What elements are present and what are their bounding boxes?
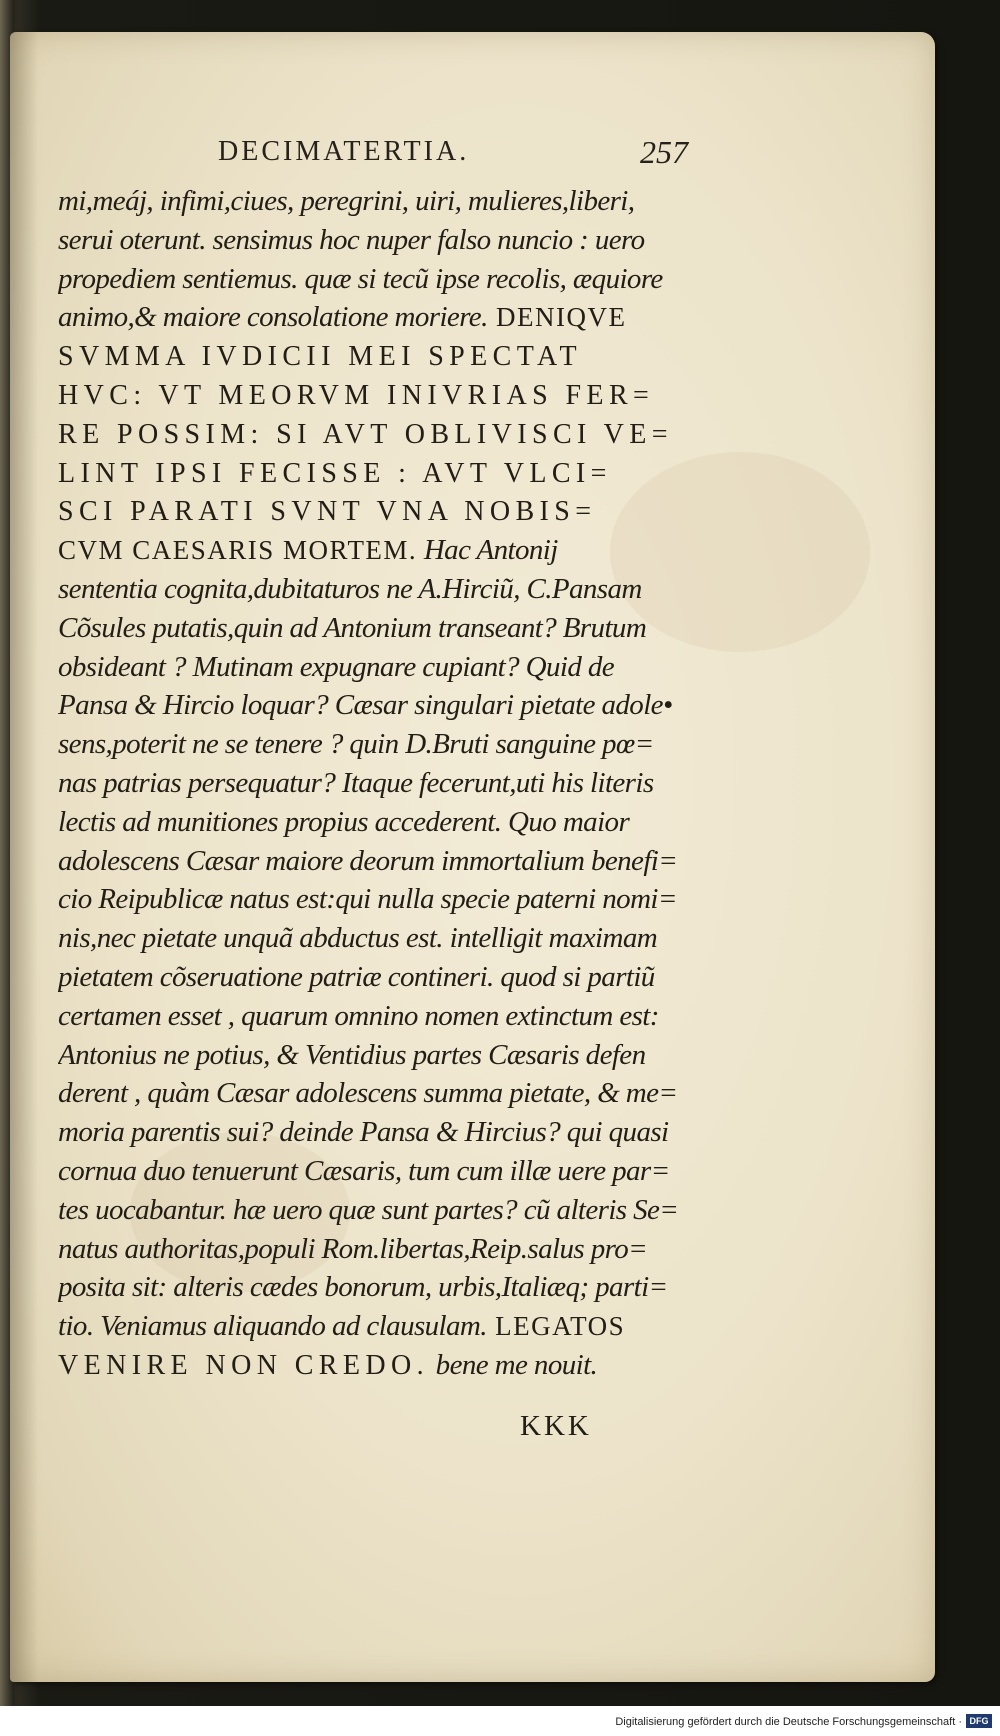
text-line-segment: sens,poterit ne se tenere ? quin D.Bruti sanguine pœ= <box>58 728 654 761</box>
text-line-segment: LINT IPSI FECISSE : AVT VLCI= <box>58 457 612 489</box>
text-line-segment: moria parentis sui? deinde Pansa & Hircius? qui quasi <box>58 1116 669 1149</box>
text-line-segment: adolescens Cæsar maiore deorum immortalium benefi= <box>58 844 678 877</box>
text-line <box>58 842 698 881</box>
text-line-segment: HVC: VT MEORVM INIVRIAS FER= <box>58 379 655 411</box>
text-line-tail: LEGATOS <box>486 1311 626 1342</box>
page-number: 257 <box>640 134 688 170</box>
text-line <box>58 570 698 609</box>
text-line <box>58 1307 698 1346</box>
text-line <box>58 1268 698 1307</box>
text-line <box>58 1346 698 1385</box>
dfg-credit: Digitalisierung gefördert durch die Deutsche Forschungsgemeinschaft · <box>615 1716 962 1728</box>
text-line-segment: tes uocabantur. hæ uero quæ sunt partes? cũ alteris Se= <box>58 1193 679 1226</box>
text-line <box>58 803 698 842</box>
text-line <box>58 1113 698 1152</box>
text-line <box>58 221 698 260</box>
text-line <box>58 298 698 337</box>
text-line <box>58 531 698 570</box>
text-line-segment: animo,& maiore consolatione moriere. <box>58 301 488 334</box>
text-line-segment: obsideant ? Mutinam expugnare cupiant? Quid de <box>58 650 615 683</box>
text-line-segment: cornua duo tenuerunt Cæsaris, tum cum illæ uere par= <box>58 1154 670 1187</box>
dfg-logo: DFG <box>966 1714 992 1728</box>
text-line-segment: serui oterunt. sensimus hoc nuper falso nuncio : uero <box>58 223 645 256</box>
text-line-segment: natus authoritas,populi Rom.libertas,Reip.salus pro= <box>58 1232 648 1265</box>
page-gutter-shadow <box>10 32 38 1682</box>
text-line <box>58 415 698 454</box>
text-line-segment: propediem sentiemus. quæ si tecũ ipse recolis, æquiore <box>58 262 663 295</box>
text-line-segment: nas patrias persequatur? Itaque fecerunt,uti his literis <box>58 766 654 799</box>
text-line-segment: lectis ad munitiones propius accederent. Quo maior <box>58 805 630 838</box>
text-line-segment: RE POSSIM: SI AVT OBLIVISCI VE= <box>58 418 673 450</box>
text-line <box>58 958 698 997</box>
text-line-segment: posita sit: alteris cædes bonorum, urbis,Italiæq; parti= <box>58 1271 668 1304</box>
catchword: KKK <box>520 1410 592 1442</box>
text-line <box>58 1036 698 1075</box>
body-text <box>58 182 698 1385</box>
text-line-segment: mi,meáj, infimi,ciues, peregrini, uiri, mulieres,liberi, <box>58 185 635 217</box>
text-line <box>58 997 698 1036</box>
page-header <box>218 136 688 176</box>
text-line-tail: bene me nouit. <box>429 1348 598 1381</box>
text-line <box>58 880 698 919</box>
text-line <box>58 1191 698 1230</box>
text-line <box>58 1152 698 1191</box>
text-line <box>58 337 698 376</box>
text-line <box>58 764 698 803</box>
text-line <box>58 919 698 958</box>
running-head: DECIMATERTIA. <box>218 136 470 167</box>
text-line-segment: Pansa & Hircio loquar? Cæsar singulari pietate adole• <box>58 689 673 722</box>
text-line-segment: SCI PARATI SVNT VNA NOBIS= <box>58 496 597 528</box>
text-line-segment: CVM CAESARIS MORTEM. <box>58 535 418 566</box>
text-line <box>58 609 698 648</box>
text-line <box>58 492 698 531</box>
text-line <box>58 454 698 493</box>
text-line <box>58 182 698 221</box>
text-line-segment: sententia cognita,dubitaturos ne A.Hirciũ, C.Pansam <box>58 572 642 605</box>
text-line <box>58 648 698 687</box>
text-line <box>58 686 698 725</box>
text-line <box>58 376 698 415</box>
text-line-segment: VENIRE NON CREDO. <box>58 1349 430 1381</box>
text-line-segment: derent , quàm Cæsar adolescens summa pietate, & me= <box>58 1077 678 1110</box>
text-line-segment: Cõsules putatis,quin ad Antonium transeant? Brutum <box>58 611 647 644</box>
text-line-segment: SVMMA IVDICII MEI SPECTAT <box>58 341 583 373</box>
text-line-segment: tio. Veniamus aliquando ad clausulam. <box>58 1310 487 1343</box>
text-line-tail: Hac Antonij <box>417 534 558 567</box>
text-line-segment: cio Reipublicæ natus est:qui nulla specie paterni nomi= <box>58 883 677 916</box>
text-line <box>58 260 698 299</box>
text-line <box>58 725 698 764</box>
text-line <box>58 1074 698 1113</box>
text-line-segment: certamen esset , quarum omnino nomen extinctum est: <box>58 999 659 1032</box>
text-line-segment: pietatem cõseruatione patriæ contineri. quod si partiũ <box>58 960 655 993</box>
text-line-tail: DENIQVE <box>487 302 627 333</box>
text-line-segment: Antonius ne potius, & Ventidius partes Cæsaris defen <box>58 1038 646 1071</box>
text-line-segment: nis,nec pietate unquã abductus est. intelligit maximam <box>58 922 658 955</box>
text-line <box>58 1230 698 1269</box>
